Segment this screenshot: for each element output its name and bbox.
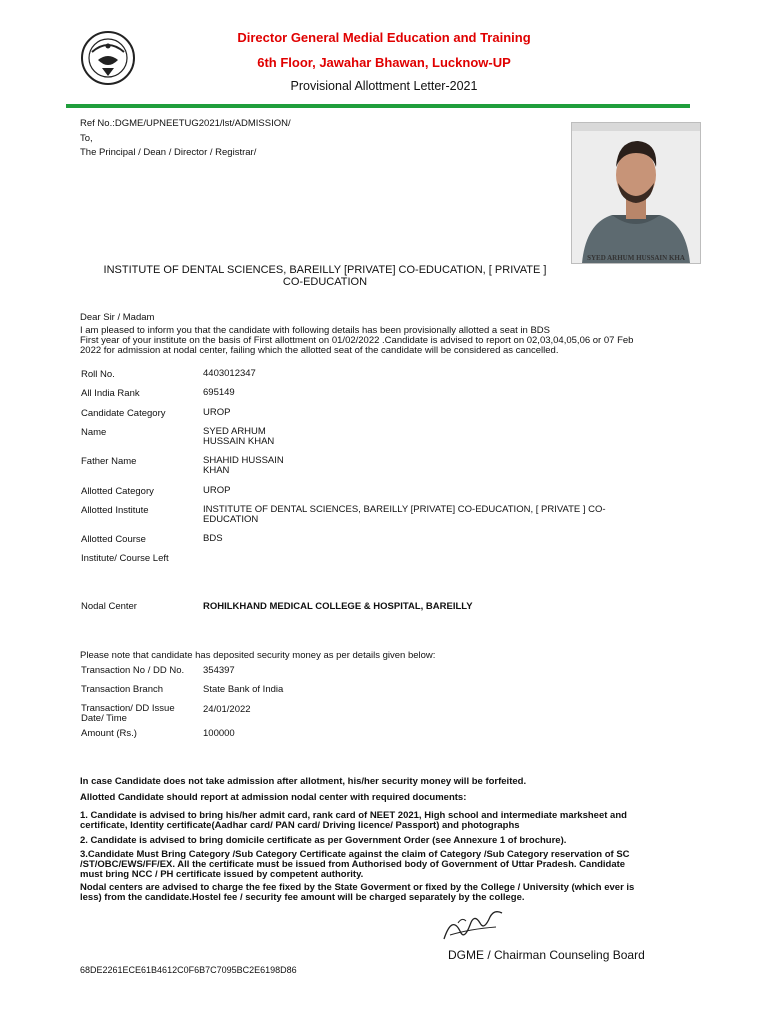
institute-heading — [80, 264, 570, 288]
instruction-3 — [80, 850, 690, 880]
institute-heading-line1: INSTITUTE OF DENTAL SCIENCES, BAREILLY [PRIVATE] CO-EDUCATION, [ PRIVATE ] — [103, 264, 547, 276]
to-label: To, — [80, 133, 93, 144]
addressee: The Principal / Dean / Director / Registrar/ — [80, 147, 257, 158]
transaction-value: 354397 — [203, 665, 235, 676]
allotted-course-value: BDS — [203, 533, 223, 544]
intro-paragraph — [80, 326, 700, 356]
document-hash: 68DE2261ECE61B4612C0F6B7C7095BC2E6198D86 — [80, 965, 297, 975]
father-line1: SHAHID HUSSAIN — [203, 455, 284, 466]
instruction-1-line2: certificate, Identity certificate(Aadhar card/ PAN card/ Driving licence/ Passport) and photographs — [80, 820, 520, 831]
instruction-1 — [80, 811, 690, 831]
intro-line1: I am pleased to inform you that the candidate with following details has been provisionally allotted a seat in BDS — [80, 325, 550, 336]
photo-caption: SYED ARHUM HUSSAIN KHA — [587, 254, 685, 262]
instruction-3-line1: 3.Candidate Must Bring Category /Sub Category Certificate against the claim of Category /Sub Category reservation of SC — [80, 849, 630, 860]
branch-value: State Bank of India — [203, 684, 284, 695]
instruction-1-line1: 1. Candidate is advised to bring his/her admit card, rank card of NEET 2021, High school and intermediate marksheet and — [80, 810, 627, 821]
amount-label: Amount (Rs.) — [81, 728, 137, 739]
issue-date-value: 24/01/2022 — [203, 704, 251, 715]
roll-label: Roll No. — [81, 369, 115, 380]
instruction-3-line2: /ST/OBC/EWS/FF/EX. All the certificate must be issued from Authorised body of Government of Uttar Pradesh. Candidate — [80, 859, 626, 870]
payment-intro: Please note that candidate has deposited security money as per details given below: — [80, 650, 436, 661]
institute-line1: INSTITUTE OF DENTAL SCIENCES, BAREILLY [PRIVATE] CO-EDUCATION, [ PRIVATE ] CO- — [203, 504, 606, 515]
name-value — [203, 427, 274, 446]
issue-date-label — [81, 704, 175, 724]
rank-label: All India Rank — [81, 388, 140, 399]
signatory: DGME / Chairman Counseling Board — [448, 948, 645, 962]
category-value: UROP — [203, 407, 231, 418]
instruction-4 — [80, 883, 690, 903]
course-left-label: Institute/ Course Left — [81, 553, 169, 564]
intro-line2: First year of your institute on the basis of First allottment on 01/02/2022 .Candidate is advised to report on 02,03,04,05,06 or 07 Feb — [80, 335, 634, 346]
forfeit-note: In case Candidate does not take admission after allotment, his/her security money will be forfeited. — [80, 776, 527, 787]
ref-number: Ref No.:DGME/UPNEETUG2021/lst/ADMISSION/ — [80, 118, 291, 129]
allotted-institute-label: Allotted Institute — [81, 505, 149, 516]
instruction-2: 2. Candidate is advised to bring domicile certificate as per Government Order (see Annexure 1 of brochure). — [80, 835, 567, 846]
father-label: Father Name — [81, 456, 137, 467]
issue-date-label-line2: Date/ Time — [81, 713, 127, 724]
institute-heading-line2: CO-EDUCATION — [282, 276, 368, 288]
nodal-center-value: ROHILKHAND MEDICAL COLLEGE & HOSPITAL, BAREILLY — [203, 601, 473, 612]
name-line2: HUSSAIN KHAN — [203, 435, 275, 447]
allotted-category-label: Allotted Category — [81, 486, 154, 497]
branch-label: Transaction Branch — [81, 684, 164, 695]
allotted-category-value: UROP — [203, 485, 231, 496]
report-note: Allotted Candidate should report at admission nodal center with required documents: — [80, 792, 467, 803]
candidate-photo — [571, 122, 701, 264]
roll-value: 4403012347 — [203, 368, 256, 379]
allotted-institute-value — [203, 505, 606, 524]
issue-date-label-line1: Transaction/ DD Issue — [81, 703, 175, 714]
intro-line3: 2022 for admission at nodal center, failing which the allotted seat of the candidate will be considered as cancelled. — [80, 345, 559, 356]
institute-line2: EDUCATION — [203, 513, 259, 525]
salutation: Dear Sir / Madam — [80, 312, 155, 323]
org-name: Director General Medial Education and Training — [237, 30, 531, 45]
amount-value: 100000 — [203, 728, 235, 739]
transaction-label: Transaction No / DD No. — [81, 665, 185, 676]
header-divider — [66, 104, 690, 108]
name-label: Name — [81, 427, 107, 438]
father-line2: KHAN — [203, 464, 230, 476]
org-address: 6th Floor, Jawahar Bhawan, Lucknow-UP — [257, 55, 511, 70]
father-value — [203, 456, 284, 475]
letter-title: Provisional Allottment Letter-2021 — [290, 79, 478, 93]
instruction-4-line1: Nodal centers are advised to charge the fee fixed by the State Goverment or fixed by the College / University (which ever is — [80, 882, 635, 893]
category-label: Candidate Category — [81, 408, 166, 419]
rank-value: 695149 — [203, 387, 235, 398]
allotted-course-label: Allotted Course — [81, 534, 146, 545]
nodal-center-label: Nodal Center — [81, 601, 137, 612]
name-line1: SYED ARHUM — [203, 426, 266, 437]
instruction-3-line3: must bring NCC / PH certificate issued by competent authority. — [80, 869, 364, 880]
signature-icon — [440, 905, 510, 945]
instruction-4-line2: less) from the candidate.Hostel fee / security fee amount will be charged separately by the college. — [80, 892, 525, 903]
